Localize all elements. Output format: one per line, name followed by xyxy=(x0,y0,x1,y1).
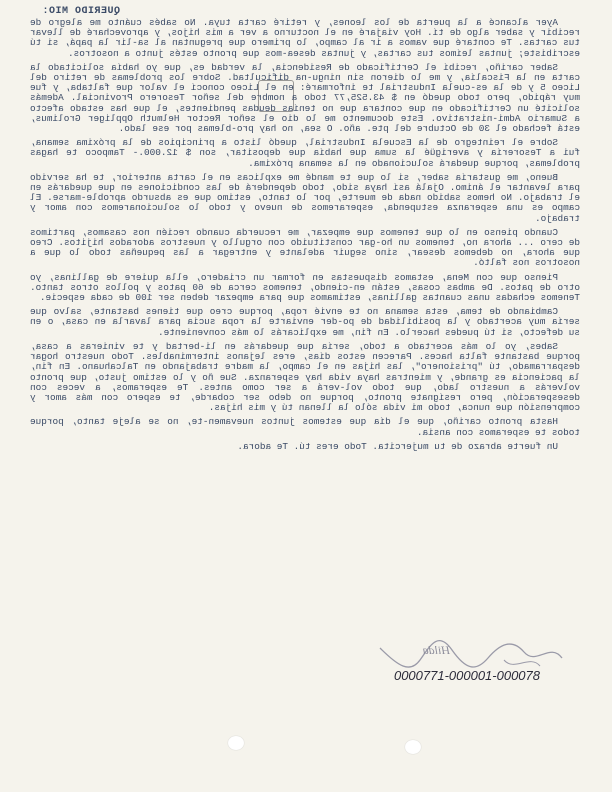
closing-line: Un fuerte abrazo de tu mujercita. Todo eres tú. Te adora. xyxy=(237,440,558,452)
paragraph: Sobre el reintegro de la Escuela Industrial, quedó listo a principios de la próxima semana, fui a Tesorería y averigüé la suma que había que depositar, son $ 12.000.- Tampoco te hagas problemas, porque quedará solucionado en la semana próxima. xyxy=(30,137,580,169)
salutation: QUERIDO MIO: xyxy=(41,6,120,17)
archive-code: 0000771-000001-000078 xyxy=(393,668,540,683)
paragraph: Cambiando de tema, esta semana no te envié ropa, porque creo que tienes bastante, salvo que sería muy acertado y la posibilidad de po-der enviarte la ropa sucia para lavarla en casa, o en su defecto, si tú puedes hacerlo. En fin, me explicarás lo más conveniente. xyxy=(30,306,580,338)
paragraph: Ayer alcancé a la puerta de los leones, y retiré carta tuya. No sabés cuánto me alegro de recibir y saber algo de tí. Hoy viajaré en el nocturno a ver a mis hijos, y aprovecharé de llevar tus cartas. Te contaré que vamos a ir al campo, lo primero que preguntan al sa-lir la papá, si tú escribiste; juntas leímos tus cartas, y juntas desea-mos que pronto estés junto a nosotros. xyxy=(30,17,580,59)
paragraph: Pienso que con Mena, estamos dispuestas en formar un criadero, ella quiere de gallinas, yo otro de patos. De ambas cosas, están en-ciendo, tenemos cerca de 60 patos y pollos otros tanto. Tenemos echadas unas cuantas gallinas, estimamos que para empezar deben ser 100 de cada especie. xyxy=(30,271,580,304)
signature-area xyxy=(360,636,570,696)
paragraph: Bueno, me gustaría saber, si lo que te mandé me explicas en el carta anterior, te ha servido para levantar el ánimo. Ojalá así haya sido, todo dependerá de las condiciones en que quedarás en el trabajo. No hemos sabido nada de muerte, por lo tanto, estimo que es absurdo aproble-marse. El campo es una esperanza estupenda, esperaremos de nuevo y todo lo solucionaremos con amor y trabajo. xyxy=(30,171,580,224)
paragraph: Sabes, yo lo más acertado a todo, sería que quedarás en li-bertad y te vinieras a casa, porque bastante falta haces. Parecen estos días, eres lejanos interminables. Todo nuestro hogar desparramado, tú "prisionero", las hijas en el campo, la madre trabajando en Talcahuano. En fin, la paciencia es grande, y mientras haya vida hay esperanza. Sue ño y lo estimo justo, que pronto volverás a nuestro lado, que todo vol-verá a ser como antes. Te esperamos, a veces con desesperación, pero resígnate pronto, porque no debo ser cobarde, te espero con más amor y comprensión que nunca, todo mi vida sólo la llenan tú y mis hijas. xyxy=(30,340,580,414)
punch-hole xyxy=(228,736,244,750)
mirrored-letter-sheet xyxy=(24,0,590,792)
handwritten-signature xyxy=(360,636,570,696)
punch-hole xyxy=(405,740,421,754)
signature-text: Hilda xyxy=(422,643,450,657)
paragraph: Hasta pronto cariño, que el día que estemos juntos nuevamen-te, no se aleje tanto, porque todos te esperamos con ansia. xyxy=(30,416,580,438)
paragraph: Cuando pienso en lo que tenemos que empezar, me recuerda cuando recién nos casamos, partimos de cero ... ahora no, tenemos un ho-gar constituido con orgullo y nuestros adorados hijitos. Creo que ahora, no debemos desear, sino seguir adelante y entregar a las pequeñas todo lo que a nosotros nos faltó. xyxy=(30,226,580,269)
letter-body xyxy=(30,18,580,456)
paragraph: Saber cariño, recibí el Certificado de Residencia, la verdad es, que yo había solicitado la carta en la Fiscalía, y me lo dieron sin ningu-na dificultad. Sobre los problemas de retiro del Liceo 5 y de la es-cuela Industrial te informaré: en el Liceo conocí el valor que faltaba, y fue muy rápido, pero todo quedó en $ 43.525,77 todo a nombre del señor Tesorero Provincial. Además solicité un Certificado en que contara que no tenías deudas pendientes, el que has estado afecto a Sumario Admi-nistrativo. Este documento me lo dio el señor Rector Helmuth Oppliger Grolimus, está fechado el 30 de Octubre del pte. año. O sea, no hay pro-blemas por ese lado. xyxy=(30,61,580,135)
